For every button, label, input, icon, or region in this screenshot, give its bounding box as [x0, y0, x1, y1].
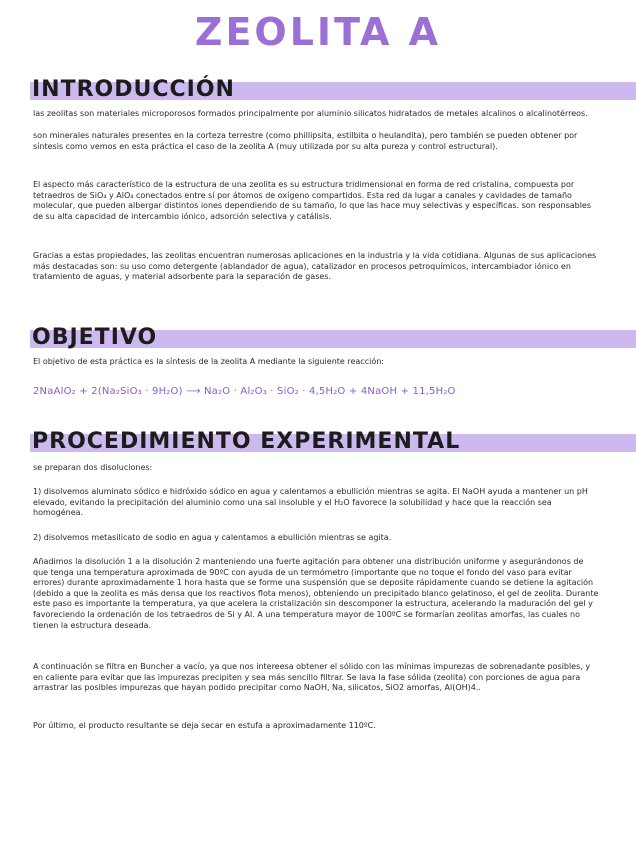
heading-procedimiento: PROCEDIMIENTO EXPERIMENTAL	[32, 429, 461, 454]
procedimiento-paragraph-4: Añadimos la disolución 1 a la disolución 2 manteniendo una fuerte agitación para obtener una distribución uniforme y asegurándonos de que tenga una temperatura aproximada de 90ºC con ayuda de un termómetro (importante que no toque el fondo del vaso para evitar errores) durante aproximadamente 1 hora hasta que se forme una suspensión que se deposite rápidamente cuando se detiene la agitación (debido a que la zeolita es más densa que los reactivos flota menos), obteniendo un precipitado blanco gelatinoso, el gel de zeolita. Durante este paso es importante la temperatura, ya que acelera la cristalización sin descomponer la estructura, acelerando la maduración del gel y favoreciendo la ordenación de los tetraedros de Si y Al. A una temperatura mayor de 100ºC se formarían zeolitas amorfas, las cuales no tienen la estructura deseada.	[33, 557, 599, 630]
heading-introduccion: INTRODUCCIÓN	[32, 77, 235, 102]
procedimiento-paragraph-3: 2) disolvemos metasilicato de sodio en agua y calentamos a ebullición mientras se agita.	[33, 533, 392, 542]
reaction-equation: 2NaAlO₂ + 2(Na₂SiO₃ · 9H₂O) ⟶ Na₂O · Al₂O₃ · SiO₂ · 4,5H₂O + 4NaOH + 11,5H₂O	[33, 386, 456, 397]
section-header-procedimiento	[0, 430, 636, 456]
section-header-objetivo	[0, 326, 636, 352]
procedimiento-paragraph-5: A continuación se filtra en Buncher a vacío, ya que nos intereesa obtener el sólido con las mínimas impurezas de sobrenadante posibles, y en caliente para evitar que las impurezas precipiten y sea más sencillo filtrar. Se lava la fase sólida (zeolita) con porciones de agua para arrastrar las posibles impurezas que hayan podido precipitar como NaOH, Na, silicatos, SiO2 amorfas, Al(OH)4..	[33, 662, 591, 693]
intro-paragraph-1: las zeolitas son materiales microporosos formados principalmente por aluminio silicatos hidratados de metales alcalinos o alcalinotérreos.	[33, 109, 588, 118]
heading-objetivo: OBJETIVO	[32, 325, 158, 350]
procedimiento-paragraph-6: Por último, el producto resultante se deja secar en estufa a aproximadamente 110ºC.	[33, 721, 376, 730]
page-title: ZEOLITA A	[194, 10, 442, 54]
intro-paragraph-3: El aspecto más característico de la estructura de una zeolita es su estructura tridimensional en forma de red cristalina, compuesta por tetraedros de SiO₄ y AlO₄ conectados entre sí por átomos de oxígeno compartidos. Esta red da lugar a canales y cavidades de tamaño molecular, que pueden albergar distintos iones dependiendo de su tamaño, lo que las hace muy selectivas y específicas. son responsables de su alta capacidad de intercambio iónico, adsorción selectiva y catálisis.	[33, 180, 592, 221]
procedimiento-paragraph-2: 1) disolvemos aluminato sódico e hidróxido sódico en agua y calentamos a ebullición mientras se agita. El NaOH ayuda a mantener un pH elevado, evitando la precipitación del aluminio como una sal insoluble y el H₂O favorece la solubilidad y hace que la reacción sea homogénea.	[33, 487, 588, 518]
objetivo-text: El objetivo de esta práctica es la síntesis de la zeolita A mediante la siguiente reacción:	[33, 357, 384, 366]
intro-paragraph-4: Gracias a estas propiedades, las zeolitas encuentran numerosas aplicaciones en la industria y la vida cotidiana. Algunas de sus aplicaciones más destacadas son: su uso como detergente (ablandador de agua), catalizador en procesos petroquímicos, intercambiador iónico en tratamiento de aguas, y material adsorbente para la separación de gases.	[33, 251, 597, 282]
procedimiento-paragraph-1: se preparan dos disoluciones:	[33, 463, 153, 472]
section-header-introduccion	[0, 78, 636, 104]
intro-paragraph-2: son minerales naturales presentes en la corteza terrestre (como phillipsita, estilbita o heulandita), pero también se pueden obtener por síntesis como vemos en esta práctica el caso de la zeolita A (muy utilizada por su alta pureza y control estructural).	[33, 131, 578, 151]
